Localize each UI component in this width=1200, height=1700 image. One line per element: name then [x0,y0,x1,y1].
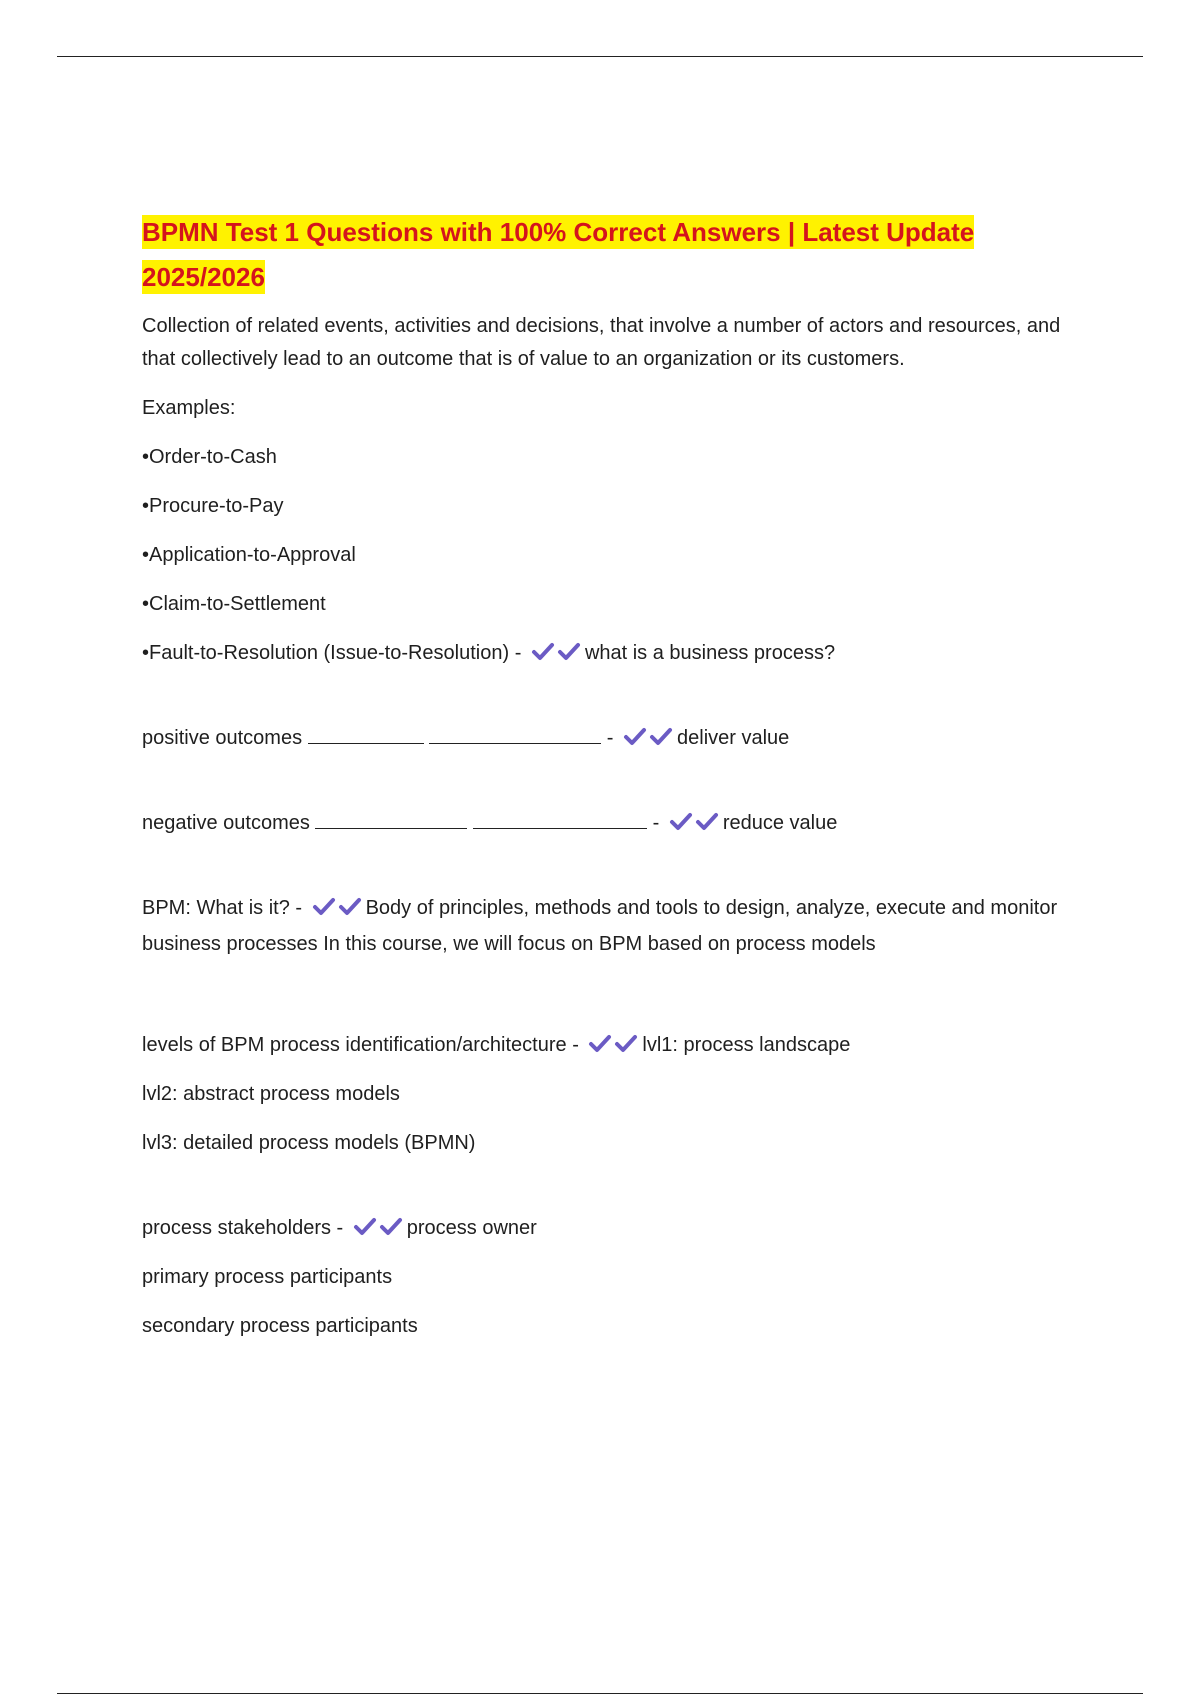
question-text: •Fault-to-Resolution (Issue-to-Resolution) - [142,642,522,664]
double-check-icon [623,725,675,758]
answer-blank [308,725,424,744]
document-body [142,210,1062,1359]
footer-rule [57,1693,1143,1694]
double-check-icon [531,640,583,673]
answer-line: lvl2: abstract process models [142,1083,400,1105]
answer-line: primary process participants [142,1266,393,1288]
question-text: BPM: What is it? - [142,897,303,919]
answer-text: reduce value [722,812,838,834]
answer-text: lvl1: process landscape [642,1034,851,1056]
example-item: •Application-to-Approval [142,544,356,566]
answer-blank [473,810,647,829]
answer-blank [315,810,467,829]
document-title [142,210,1062,300]
qa-item [142,722,1062,755]
title-line-2: 2025/2026 [142,262,265,292]
double-check-icon [312,895,364,928]
dash-separator: - [652,812,660,834]
spacer [142,1160,1062,1212]
answer-text: what is a business process? [584,642,836,664]
qa-item [142,892,1062,961]
title-line-1: BPMN Test 1 Questions with 100% Correct Answers | Latest Update [142,217,975,247]
qa-item [142,1212,1062,1245]
example-item: •Claim-to-Settlement [142,593,326,615]
spacer [142,961,1062,1029]
examples-label: Examples: [142,397,236,419]
qa-item [142,807,1062,840]
question-text: process stakeholders - [142,1217,344,1239]
dash-separator: - [606,727,614,749]
intro-paragraph: Collection of related events, activities and decisions, that involve a number of actors and resources, and that collectively lead to an outcome that is of value to an organization or its customers. [142,315,1061,370]
double-check-icon [669,810,721,843]
question-text: negative outcomes [142,812,310,834]
double-check-icon [353,1215,405,1248]
qa-item [142,1029,1062,1062]
question-text: positive outcomes [142,727,303,749]
question-text: levels of BPM process identification/architecture - [142,1034,579,1056]
answer-line: secondary process participants [142,1315,418,1337]
double-check-icon [588,1032,640,1065]
qa-item [142,637,1062,670]
answer-blank [429,725,601,744]
answer-line: lvl3: detailed process models (BPMN) [142,1132,476,1154]
header-rule [57,56,1143,57]
example-item: •Procure-to-Pay [142,495,284,517]
answer-text: process owner [406,1217,537,1239]
answer-text: deliver value [677,727,790,749]
example-item: •Order-to-Cash [142,446,277,468]
spacer [142,670,1062,722]
spacer [142,840,1062,892]
answer-text: Body of principles, methods and tools to design, analyze, execute and monitor business processes In this course, we will focus on BPM based on process models [142,897,1058,955]
spacer [142,755,1062,807]
